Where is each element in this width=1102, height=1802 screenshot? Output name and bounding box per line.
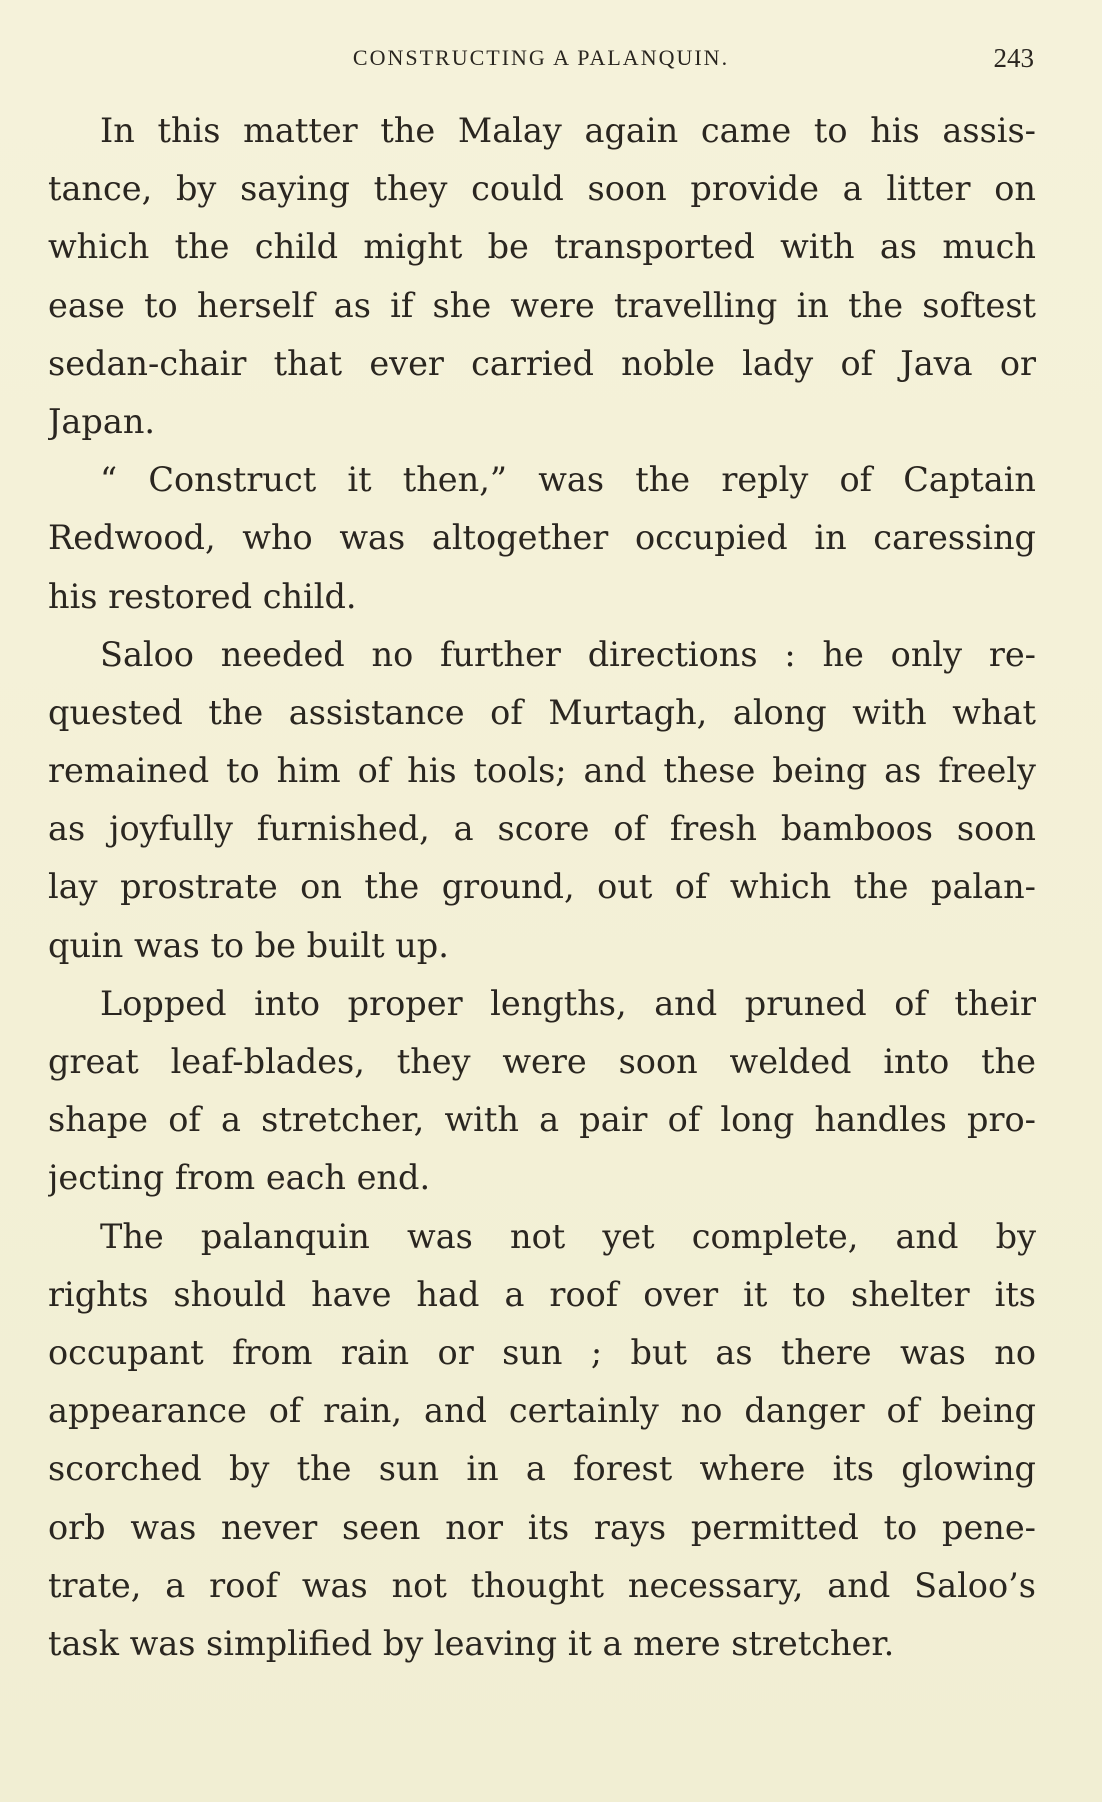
text-line: Saloo needed no further directions : he only re- xyxy=(100,634,1036,674)
text-line: ease to herself as if she were travelling in the softest xyxy=(48,285,1036,325)
text-line: orb was never seen nor its rays permitted to pene- xyxy=(48,1507,1036,1547)
text-line: Redwood, who was altogether occupied in caressing xyxy=(48,518,1036,558)
text-line: “ Construct it then,” was the reply of Captain xyxy=(100,460,1036,500)
text-line: as joyfully furnished, a score of fresh bamboos soon xyxy=(48,809,1036,849)
text-line: shape of a stretcher, with a pair of long handles pro- xyxy=(48,1100,1036,1140)
text-line: In this matter the Malay again came to his assis- xyxy=(100,111,1036,150)
text-line: Japan. xyxy=(48,401,156,441)
text-line: jecting from each end. xyxy=(48,1158,431,1198)
text-line: remained to him of his tools; and these being as freely xyxy=(48,751,1036,791)
text-line: trate, a roof was not thought necessary, and Saloo’s xyxy=(48,1565,1036,1605)
text-line: lay prostrate on the ground, out of which the palan- xyxy=(48,867,1036,907)
text-line: great leaf-blades, they were soon welded into the xyxy=(48,1042,1036,1081)
text-line: sedan-chair that ever carried noble lady of Java or xyxy=(48,343,1036,383)
page-number: 243 xyxy=(993,43,1034,73)
body-text xyxy=(48,102,1036,1673)
text-line: appearance of rain, and certainly no danger of being xyxy=(48,1391,1036,1431)
text-line: task was simplified by leaving it a mere stretcher. xyxy=(48,1623,895,1663)
text-line: quested the assistance of Murtagh, along with what xyxy=(48,692,1036,732)
text-line: tance, by saying they could soon provide a litter on xyxy=(48,169,1036,209)
text-line: his restored child. xyxy=(48,576,357,616)
text-line: quin was to be built up. xyxy=(48,925,449,965)
text-line: which the child might be transported with as much xyxy=(48,227,1036,267)
text-line: rights should have had a roof over it to shelter its xyxy=(48,1274,1036,1314)
text-line: occupant from rain or sun ; but as there was no xyxy=(48,1332,1036,1372)
text-line: scorched by the sun in a forest where its glowing xyxy=(48,1449,1036,1489)
text-line: The palanquin was not yet complete, and by xyxy=(100,1216,1036,1256)
running-title: CONSTRUCTING A PALANQUIN. xyxy=(352,45,730,70)
running-head xyxy=(48,38,1034,78)
text-line: Lopped into proper lengths, and pruned of their xyxy=(100,983,1036,1023)
